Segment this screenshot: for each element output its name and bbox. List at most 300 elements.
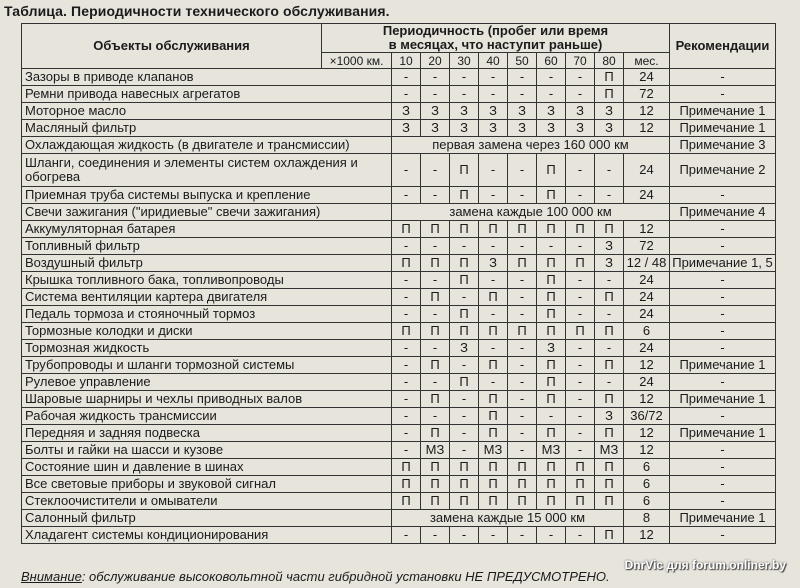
row-months: 36/72: [624, 408, 670, 425]
table-row: [22, 154, 776, 187]
row-interval-cell: П: [392, 493, 421, 510]
row-object-name: Охлаждающая жидкость (в двигателе и трансмиссии): [22, 137, 392, 154]
row-object-name: Трубопроводы и шланги тормозной системы: [22, 357, 392, 374]
row-interval-cell: -: [392, 425, 421, 442]
row-recommendation: -: [670, 69, 776, 86]
row-interval-cell: З: [392, 120, 421, 137]
row-object-name: Масляный фильтр: [22, 120, 392, 137]
table-row: [22, 391, 776, 408]
row-interval-cell: П: [595, 357, 624, 374]
row-recommendation: -: [670, 476, 776, 493]
row-interval-cell: П: [537, 459, 566, 476]
row-interval-cell: -: [595, 272, 624, 289]
row-months: 12: [624, 425, 670, 442]
table-row: [22, 357, 776, 374]
row-object-name: Тормозные колодки и диски: [22, 323, 392, 340]
row-interval-cell: З: [392, 103, 421, 120]
row-object-name: Шланги, соединения и элементы систем охлаждения и обогрева: [22, 154, 392, 187]
row-recommendation: -: [670, 323, 776, 340]
row-interval-cell: -: [392, 289, 421, 306]
row-interval-cell: -: [479, 272, 508, 289]
table-row: [22, 272, 776, 289]
row-interval-cell: -: [479, 187, 508, 204]
row-interval-cell: -: [566, 357, 595, 374]
row-interval-cell: -: [450, 408, 479, 425]
row-interval-cell: -: [508, 289, 537, 306]
row-interval-cell: П: [508, 493, 537, 510]
row-recommendation: Примечание 1: [670, 357, 776, 374]
row-interval-cell: П: [479, 391, 508, 408]
table-row: [22, 340, 776, 357]
row-interval-cell: П: [537, 425, 566, 442]
table-row: [22, 69, 776, 86]
row-interval-cell: П: [566, 323, 595, 340]
row-interval-cell: П: [450, 272, 479, 289]
row-interval-cell: П: [595, 221, 624, 238]
row-interval-cell: П: [537, 476, 566, 493]
row-interval-cell: П: [479, 493, 508, 510]
row-recommendation: Примечание 1, 5: [670, 255, 776, 272]
row-interval-cell: -: [595, 187, 624, 204]
row-interval-cell: -: [537, 69, 566, 86]
row-interval-cell: З: [479, 120, 508, 137]
row-interval-cell: П: [450, 221, 479, 238]
row-interval-cell: П: [566, 459, 595, 476]
row-object-name: Тормозная жидкость: [22, 340, 392, 357]
row-interval-cell: П: [595, 323, 624, 340]
row-interval-cell: -: [508, 425, 537, 442]
row-interval-cell: -: [450, 238, 479, 255]
row-interval-cell: -: [392, 306, 421, 323]
row-object-name: Салонный фильтр: [22, 510, 392, 527]
row-months: 24: [624, 272, 670, 289]
row-interval-cell: -: [566, 187, 595, 204]
row-interval-cell: П: [479, 323, 508, 340]
row-interval-cell: З: [450, 103, 479, 120]
row-interval-cell: П: [479, 476, 508, 493]
row-interval-cell: П: [508, 221, 537, 238]
row-interval-cell: П: [392, 459, 421, 476]
recommendations-header: Рекомендации: [670, 24, 776, 69]
table-row: [22, 493, 776, 510]
row-interval-cell: -: [537, 408, 566, 425]
row-months: 6: [624, 323, 670, 340]
row-recommendation: -: [670, 442, 776, 459]
row-interval-cell: -: [566, 289, 595, 306]
row-interval-cell: З: [537, 340, 566, 357]
footer-note: [21, 569, 610, 584]
row-recommendation: Примечание 1: [670, 103, 776, 120]
row-months: 24: [624, 69, 670, 86]
row-recommendation: Примечание 3: [670, 137, 776, 154]
row-interval-cell: П: [566, 221, 595, 238]
mileage-header: 60: [537, 53, 566, 69]
row-interval-cell: П: [450, 255, 479, 272]
table-row: [22, 510, 776, 527]
row-object-name: Система вентиляции картера двигателя: [22, 289, 392, 306]
row-interval-cell: -: [537, 86, 566, 103]
row-interval-cell: П: [421, 493, 450, 510]
table-row: [22, 289, 776, 306]
row-interval-cell: -: [595, 154, 624, 187]
row-recommendation: Примечание 2: [670, 154, 776, 187]
mileage-header: 10: [392, 53, 421, 69]
row-interval-cell: П: [595, 476, 624, 493]
row-interval-cell: -: [421, 187, 450, 204]
row-object-name: Состояние шин и давление в шинах: [22, 459, 392, 476]
row-object-name: Зазоры в приводе клапанов: [22, 69, 392, 86]
row-span-text: замена каждые 100 000 км: [392, 204, 670, 221]
row-interval-cell: -: [421, 408, 450, 425]
row-interval-cell: -: [595, 306, 624, 323]
row-interval-cell: -: [392, 272, 421, 289]
row-interval-cell: П: [595, 493, 624, 510]
row-interval-cell: П: [392, 476, 421, 493]
row-interval-cell: П: [421, 357, 450, 374]
row-interval-cell: П: [392, 221, 421, 238]
row-interval-cell: З: [479, 103, 508, 120]
row-interval-cell: П: [595, 289, 624, 306]
row-interval-cell: П: [508, 255, 537, 272]
row-interval-cell: П: [479, 425, 508, 442]
row-object-name: Приемная труба системы выпуска и крепление: [22, 187, 392, 204]
row-interval-cell: -: [392, 357, 421, 374]
row-interval-cell: -: [479, 86, 508, 103]
row-interval-cell: З: [595, 408, 624, 425]
row-interval-cell: П: [537, 289, 566, 306]
row-interval-cell: П: [479, 408, 508, 425]
row-interval-cell: -: [479, 69, 508, 86]
table-row: [22, 103, 776, 120]
row-interval-cell: П: [595, 391, 624, 408]
mileage-header: 70: [566, 53, 595, 69]
row-interval-cell: -: [421, 238, 450, 255]
row-interval-cell: -: [508, 306, 537, 323]
table-row: [22, 476, 776, 493]
row-interval-cell: -: [392, 340, 421, 357]
row-interval-cell: П: [595, 86, 624, 103]
row-object-name: Хладагент системы кондиционирования: [22, 527, 392, 544]
row-interval-cell: -: [421, 154, 450, 187]
row-object-name: Свечи зажигания ("иридиевые" свечи зажигания): [22, 204, 392, 221]
row-months: 12: [624, 391, 670, 408]
row-interval-cell: -: [392, 374, 421, 391]
row-interval-cell: З: [537, 120, 566, 137]
row-interval-cell: -: [508, 69, 537, 86]
row-interval-cell: П: [450, 306, 479, 323]
row-interval-cell: -: [392, 408, 421, 425]
row-months: 72: [624, 238, 670, 255]
row-interval-cell: -: [566, 527, 595, 544]
row-interval-cell: П: [479, 357, 508, 374]
row-object-name: Педаль тормоза и стояночный тормоз: [22, 306, 392, 323]
row-object-name: Рулевое управление: [22, 374, 392, 391]
row-recommendation: Примечание 1: [670, 391, 776, 408]
row-interval-cell: П: [421, 221, 450, 238]
row-interval-cell: -: [421, 374, 450, 391]
row-interval-cell: З: [595, 238, 624, 255]
row-interval-cell: П: [450, 476, 479, 493]
row-interval-cell: -: [421, 86, 450, 103]
row-interval-cell: -: [508, 86, 537, 103]
row-object-name: Ремни привода навесных агрегатов: [22, 86, 392, 103]
row-interval-cell: МЗ: [479, 442, 508, 459]
row-interval-cell: П: [537, 272, 566, 289]
row-recommendation: Примечание 4: [670, 204, 776, 221]
row-months: 12: [624, 221, 670, 238]
row-interval-cell: З: [450, 340, 479, 357]
row-interval-cell: -: [508, 238, 537, 255]
row-object-name: Все световые приборы и звуковой сигнал: [22, 476, 392, 493]
row-interval-cell: П: [450, 154, 479, 187]
row-interval-cell: -: [479, 527, 508, 544]
row-recommendation: -: [670, 527, 776, 544]
row-interval-cell: -: [450, 289, 479, 306]
row-interval-cell: П: [508, 323, 537, 340]
row-interval-cell: -: [479, 374, 508, 391]
row-interval-cell: П: [450, 459, 479, 476]
row-object-name: Шаровые шарниры и чехлы приводных валов: [22, 391, 392, 408]
table-row: [22, 425, 776, 442]
row-interval-cell: -: [566, 272, 595, 289]
row-months: 12: [624, 442, 670, 459]
row-interval-cell: П: [392, 255, 421, 272]
row-interval-cell: -: [450, 391, 479, 408]
row-interval-cell: -: [392, 442, 421, 459]
row-recommendation: -: [670, 272, 776, 289]
row-interval-cell: П: [537, 255, 566, 272]
row-recommendation: -: [670, 340, 776, 357]
row-months: 24: [624, 306, 670, 323]
row-interval-cell: З: [595, 103, 624, 120]
row-interval-cell: -: [566, 69, 595, 86]
row-interval-cell: П: [595, 459, 624, 476]
row-interval-cell: П: [450, 187, 479, 204]
row-interval-cell: -: [566, 306, 595, 323]
row-recommendation: Примечание 1: [670, 120, 776, 137]
row-interval-cell: П: [537, 187, 566, 204]
row-recommendation: -: [670, 86, 776, 103]
row-object-name: Крышка топливного бака, топливопроводы: [22, 272, 392, 289]
row-interval-cell: -: [566, 340, 595, 357]
footer-label: Внимание: [21, 569, 82, 584]
row-recommendation: -: [670, 374, 776, 391]
row-interval-cell: П: [479, 221, 508, 238]
row-recommendation: -: [670, 408, 776, 425]
row-interval-cell: МЗ: [537, 442, 566, 459]
row-interval-cell: -: [421, 272, 450, 289]
row-interval-cell: П: [537, 154, 566, 187]
row-interval-cell: З: [421, 103, 450, 120]
row-interval-cell: П: [537, 493, 566, 510]
row-months: 24: [624, 187, 670, 204]
table-row: [22, 204, 776, 221]
row-interval-cell: З: [479, 255, 508, 272]
row-interval-cell: П: [595, 69, 624, 86]
row-interval-cell: -: [479, 238, 508, 255]
row-recommendation: -: [670, 238, 776, 255]
maintenance-table: [21, 23, 776, 544]
row-interval-cell: -: [392, 391, 421, 408]
row-interval-cell: П: [392, 323, 421, 340]
row-interval-cell: -: [392, 187, 421, 204]
row-interval-cell: -: [421, 340, 450, 357]
row-interval-cell: -: [566, 86, 595, 103]
row-object-name: Аккумуляторная батарея: [22, 221, 392, 238]
row-interval-cell: -: [392, 238, 421, 255]
row-object-name: Воздушный фильтр: [22, 255, 392, 272]
row-interval-cell: МЗ: [421, 442, 450, 459]
row-months: 24: [624, 340, 670, 357]
table-row: [22, 323, 776, 340]
row-interval-cell: П: [450, 493, 479, 510]
table-row: [22, 408, 776, 425]
row-interval-cell: -: [566, 442, 595, 459]
row-interval-cell: -: [566, 408, 595, 425]
row-object-name: Моторное масло: [22, 103, 392, 120]
row-interval-cell: П: [566, 493, 595, 510]
row-span-text: первая замена через 160 000 км: [392, 137, 670, 154]
row-months: 12: [624, 357, 670, 374]
row-interval-cell: П: [537, 221, 566, 238]
row-recommendation: -: [670, 221, 776, 238]
row-interval-cell: -: [479, 306, 508, 323]
row-recommendation: Примечание 1: [670, 510, 776, 527]
table-title: Таблица. Периодичности технического обслуживания.: [4, 3, 390, 19]
row-months: 12: [624, 103, 670, 120]
row-interval-cell: -: [479, 340, 508, 357]
row-interval-cell: МЗ: [595, 442, 624, 459]
row-months: 6: [624, 459, 670, 476]
table-row: [22, 221, 776, 238]
row-object-name: Передняя и задняя подвеска: [22, 425, 392, 442]
row-interval-cell: З: [566, 120, 595, 137]
table-row: [22, 306, 776, 323]
row-interval-cell: П: [537, 391, 566, 408]
row-interval-cell: -: [508, 374, 537, 391]
row-object-name: Топливный фильтр: [22, 238, 392, 255]
mileage-header: 80: [595, 53, 624, 69]
row-recommendation: -: [670, 187, 776, 204]
row-interval-cell: З: [450, 120, 479, 137]
row-interval-cell: -: [537, 527, 566, 544]
row-interval-cell: -: [508, 391, 537, 408]
row-span-text: замена каждые 15 000 км: [392, 510, 624, 527]
row-months: 24: [624, 154, 670, 187]
row-interval-cell: П: [421, 391, 450, 408]
row-interval-cell: П: [421, 425, 450, 442]
row-interval-cell: П: [595, 425, 624, 442]
row-interval-cell: П: [450, 323, 479, 340]
row-interval-cell: З: [595, 120, 624, 137]
row-interval-cell: П: [421, 323, 450, 340]
row-interval-cell: -: [566, 238, 595, 255]
mileage-header: 50: [508, 53, 537, 69]
row-months: 72: [624, 86, 670, 103]
row-interval-cell: -: [421, 527, 450, 544]
row-interval-cell: -: [566, 391, 595, 408]
row-interval-cell: П: [479, 459, 508, 476]
row-interval-cell: П: [421, 255, 450, 272]
objects-header: Объекты обслуживания: [22, 24, 322, 69]
row-interval-cell: -: [595, 374, 624, 391]
table-row: [22, 442, 776, 459]
row-interval-cell: -: [392, 86, 421, 103]
row-object-name: Стеклоочистители и омыватели: [22, 493, 392, 510]
row-interval-cell: З: [421, 120, 450, 137]
row-recommendation: -: [670, 459, 776, 476]
row-interval-cell: П: [421, 289, 450, 306]
row-months: 12: [624, 120, 670, 137]
row-months: 8: [624, 510, 670, 527]
unit-header: ×1000 км.: [322, 53, 392, 69]
row-interval-cell: -: [508, 442, 537, 459]
row-interval-cell: П: [421, 459, 450, 476]
row-interval-cell: -: [537, 238, 566, 255]
row-interval-cell: П: [537, 306, 566, 323]
row-interval-cell: -: [450, 357, 479, 374]
row-interval-cell: -: [566, 154, 595, 187]
row-interval-cell: П: [566, 476, 595, 493]
row-months: 6: [624, 476, 670, 493]
row-interval-cell: -: [450, 442, 479, 459]
row-interval-cell: -: [450, 527, 479, 544]
row-interval-cell: -: [392, 527, 421, 544]
row-interval-cell: -: [566, 425, 595, 442]
row-interval-cell: З: [537, 103, 566, 120]
row-interval-cell: З: [508, 120, 537, 137]
row-interval-cell: -: [450, 425, 479, 442]
row-interval-cell: П: [537, 323, 566, 340]
table-row: [22, 86, 776, 103]
row-interval-cell: -: [421, 69, 450, 86]
footer-text: : обслуживание высоковольтной части гибридной установки НЕ ПРЕДУСМОТРЕНО.: [81, 569, 610, 584]
row-interval-cell: -: [421, 306, 450, 323]
row-months: 24: [624, 289, 670, 306]
row-months: 12: [624, 527, 670, 544]
row-interval-cell: П: [508, 476, 537, 493]
row-interval-cell: П: [595, 527, 624, 544]
row-interval-cell: П: [537, 357, 566, 374]
table-row: [22, 255, 776, 272]
row-interval-cell: З: [595, 255, 624, 272]
table-row: [22, 459, 776, 476]
table-row: [22, 187, 776, 204]
mileage-header: 30: [450, 53, 479, 69]
row-interval-cell: -: [508, 154, 537, 187]
row-interval-cell: -: [508, 187, 537, 204]
table-row: [22, 374, 776, 391]
row-interval-cell: П: [479, 289, 508, 306]
mileage-header: 20: [421, 53, 450, 69]
table-row: [22, 527, 776, 544]
row-recommendation: -: [670, 289, 776, 306]
row-interval-cell: -: [595, 340, 624, 357]
row-interval-cell: -: [450, 69, 479, 86]
row-interval-cell: -: [508, 272, 537, 289]
row-months: 24: [624, 374, 670, 391]
mileage-header: 40: [479, 53, 508, 69]
table-row: [22, 238, 776, 255]
watermark: DnrVic для forum.onliner.by: [624, 558, 786, 572]
table-row: [22, 120, 776, 137]
row-interval-cell: П: [450, 374, 479, 391]
row-interval-cell: П: [508, 459, 537, 476]
row-months: 12 / 48: [624, 255, 670, 272]
row-recommendation: -: [670, 493, 776, 510]
months-header: мес.: [624, 53, 670, 69]
row-interval-cell: -: [508, 357, 537, 374]
